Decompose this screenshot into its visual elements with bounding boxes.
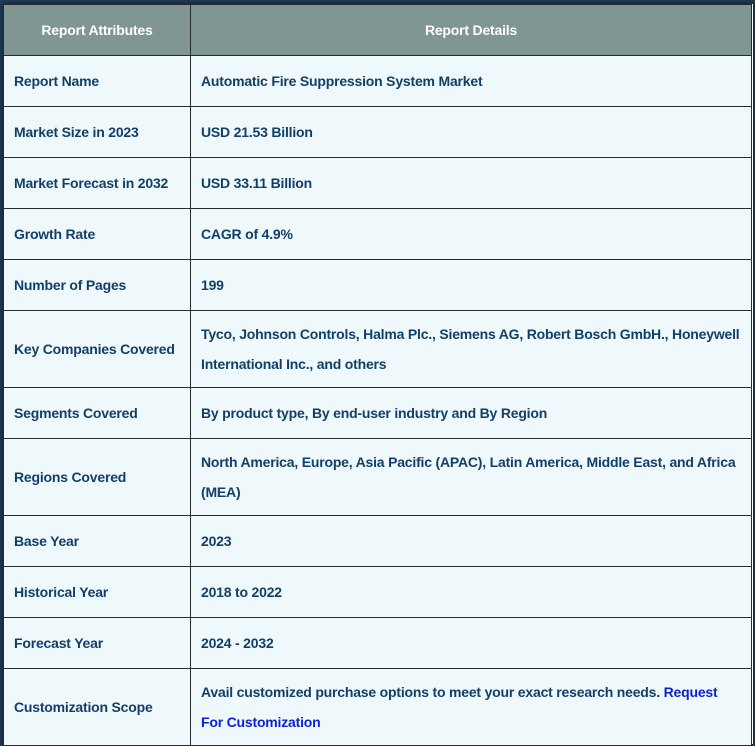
row-attribute: Key Companies Covered [4,311,191,388]
row-attribute: Segments Covered [4,388,191,439]
row-attribute: Customization Scope [4,669,191,746]
table-row [4,56,752,107]
row-attribute: Base Year [4,516,191,567]
row-detail: 2023 [191,516,752,567]
table-row [4,209,752,260]
row-detail: Automatic Fire Suppression System Market [191,56,752,107]
row-attribute: Market Forecast in 2032 [4,158,191,209]
customization-text: Avail customized purchase options to meet your exact research needs. [201,684,660,700]
table-row [4,158,752,209]
request-customization-link[interactable]: Request For Customization [201,684,718,730]
table-row [4,260,752,311]
row-attribute: Report Name [4,56,191,107]
row-detail: North America, Europe, Asia Pacific (APAC), Latin America, Middle East, and Africa (MEA) [191,439,752,516]
row-detail: 199 [191,260,752,311]
header-report-details: Report Details [191,5,752,56]
table-row [4,618,752,669]
table-row [4,567,752,618]
row-attribute: Number of Pages [4,260,191,311]
row-attribute: Forecast Year [4,618,191,669]
table-row [4,311,752,388]
table-header-row [4,5,752,56]
row-attribute: Market Size in 2023 [4,107,191,158]
row-detail: Tyco, Johnson Controls, Halma Plc., Siemens AG, Robert Bosch GmbH., Honeywell International Inc., and others [191,311,752,388]
table-row [4,388,752,439]
row-detail: USD 21.53 Billion [191,107,752,158]
row-attribute: Regions Covered [4,439,191,516]
row-attribute: Historical Year [4,567,191,618]
row-detail [191,669,752,746]
row-detail: 2018 to 2022 [191,567,752,618]
table-row [4,516,752,567]
row-detail: 2024 - 2032 [191,618,752,669]
row-detail: By product type, By end-user industry and By Region [191,388,752,439]
table-row [4,439,752,516]
header-report-attributes: Report Attributes [4,5,191,56]
table-row [4,669,752,746]
row-detail: CAGR of 4.9% [191,209,752,260]
row-attribute: Growth Rate [4,209,191,260]
table-row [4,107,752,158]
row-detail: USD 33.11 Billion [191,158,752,209]
report-attributes-table [3,4,752,746]
report-attributes-panel [3,4,753,744]
